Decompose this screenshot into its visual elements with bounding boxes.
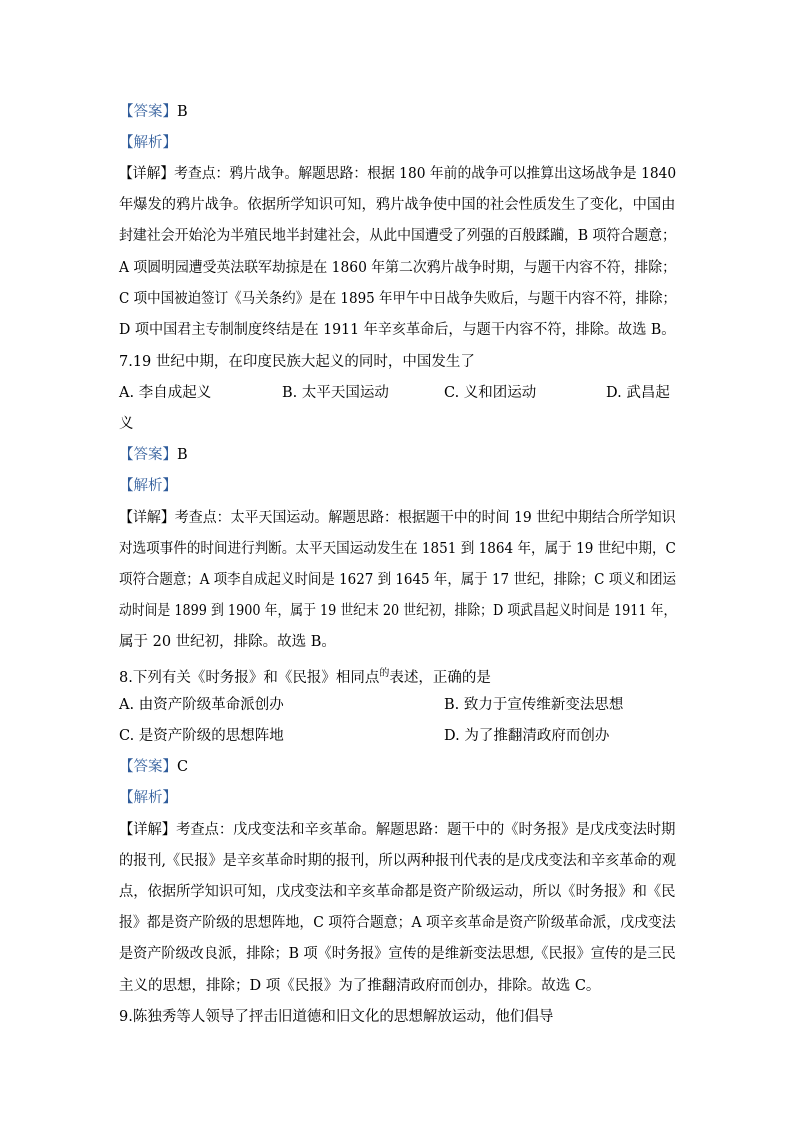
detail-line: 【详解】考查点：太平天国运动。解题思路：根据题干中的时间 19 世纪中期结合所学知识: [119, 510, 676, 526]
option-c-q7: C. 义和团运动: [444, 385, 537, 401]
detail-line: 报》都是资产阶级的思想阵地，C 项符合题意；A 项辛亥革命是资产阶级革命派，戊戌变法: [119, 915, 676, 931]
detail-line: 是资产阶级改良派，排除；B 项《时务报》宣传的是维新变法思想,《民报》宣传的是三民: [119, 946, 676, 962]
option-d-q8: D. 为了推翻清政府而创办: [444, 728, 610, 744]
detail-line: 的报刊,《民报》是辛亥革命时期的报刊，所以两种报刊代表的是戊戌变法和辛亥革命的观: [119, 853, 676, 869]
answer-label: 【答案】: [119, 104, 177, 120]
detail-line: 属于 20 世纪初，排除。故选 B。: [119, 634, 336, 650]
option-a-q8: A. 由资产阶级革命派创办: [119, 697, 284, 713]
option-a-q7: A. 李自成起义: [119, 385, 212, 401]
analysis-label: 【解析】: [119, 478, 177, 494]
answer-label: 【答案】: [119, 759, 177, 775]
detail-line: D 项中国君主专制制度终结是在 1911 年辛亥革命后，与题干内容不符，排除。故选 B。: [119, 322, 676, 338]
option-c-q8: C. 是资产阶级的思想阵地: [119, 728, 284, 744]
answer-line-q6: [119, 102, 188, 122]
detail-line: 动时间是 1899 到 1900 年，属于 19 世纪末 20 世纪初，排除；D 项武昌起义时间是 1911 年，: [119, 603, 677, 619]
detail-line: 年爆发的鸦片战争。依据所学知识可知，鸦片战争使中国的社会性质发生了变化，中国由: [119, 197, 676, 213]
option-b-q8: B. 致力于宣传维新变法思想: [444, 697, 624, 713]
question-stem-q9: 9.陈独秀等人领导了抨击旧道德和旧文化的思想解放运动，他们倡导: [119, 1009, 554, 1025]
detail-line: 主义的思想，排除；D 项《民报》为了推翻清政府而创办，排除。故选 C。: [119, 978, 601, 994]
detail-line: 【详解】考查点：鸦片战争。解题思路：根据 180 年前的战争可以推算出这场战争是 1840: [119, 166, 677, 182]
detail-line: A 项圆明园遭受英法联军劫掠是在 1860 年第二次鸦片战争时期，与题干内容不符，排除；: [119, 260, 676, 276]
option-d-wrap-q7: 义: [119, 416, 134, 432]
question-stem-q7: 7.19 世纪中期，在印度民族大起义的同时，中国发生了: [119, 354, 475, 370]
answer-label: 【答案】: [119, 447, 177, 463]
detail-line: 点，依据所学知识可知，戊戌变法和辛亥革命都是资产阶级运动，所以《时务报》和《民: [119, 884, 676, 900]
answer-line-q8: [119, 757, 188, 777]
analysis-label: 【解析】: [119, 135, 177, 151]
question-stem-q8: 8.下列有关《时务报》和《民报》相同点$^的$表述，正确的是: [119, 668, 491, 686]
option-b-q7: B. 太平天国运动: [282, 385, 389, 401]
detail-line: 项符合题意；A 项李自成起义时间是 1627 到 1645 年，属于 17 世纪，排除；C 项义和团运: [119, 572, 676, 588]
detail-line: C 项中国被迫签订《马关条约》是在 1895 年甲午中日战争失败后，与题干内容不符，排除；: [119, 291, 677, 307]
analysis-label: 【解析】: [119, 790, 177, 806]
answer-value: B: [177, 104, 188, 120]
answer-line-q7: [119, 445, 188, 465]
option-d-q7: D. 武昌起: [606, 385, 670, 401]
answer-value: B: [177, 447, 188, 463]
detail-line: 封建社会开始沦为半殖民地半封建社会，从此中国遭受了列强的百般蹂躏，B 项符合题意；: [119, 228, 676, 244]
answer-value: C: [177, 759, 189, 775]
detail-line: 【详解】考查点：戊戌变法和辛亥革命。解题思路：题干中的《时务报》是戊戌变法时期: [119, 822, 676, 838]
detail-line: 对选项事件的时间进行判断。太平天国运动发生在 1851 到 1864 年，属于 19 世纪中期，C: [119, 541, 676, 557]
